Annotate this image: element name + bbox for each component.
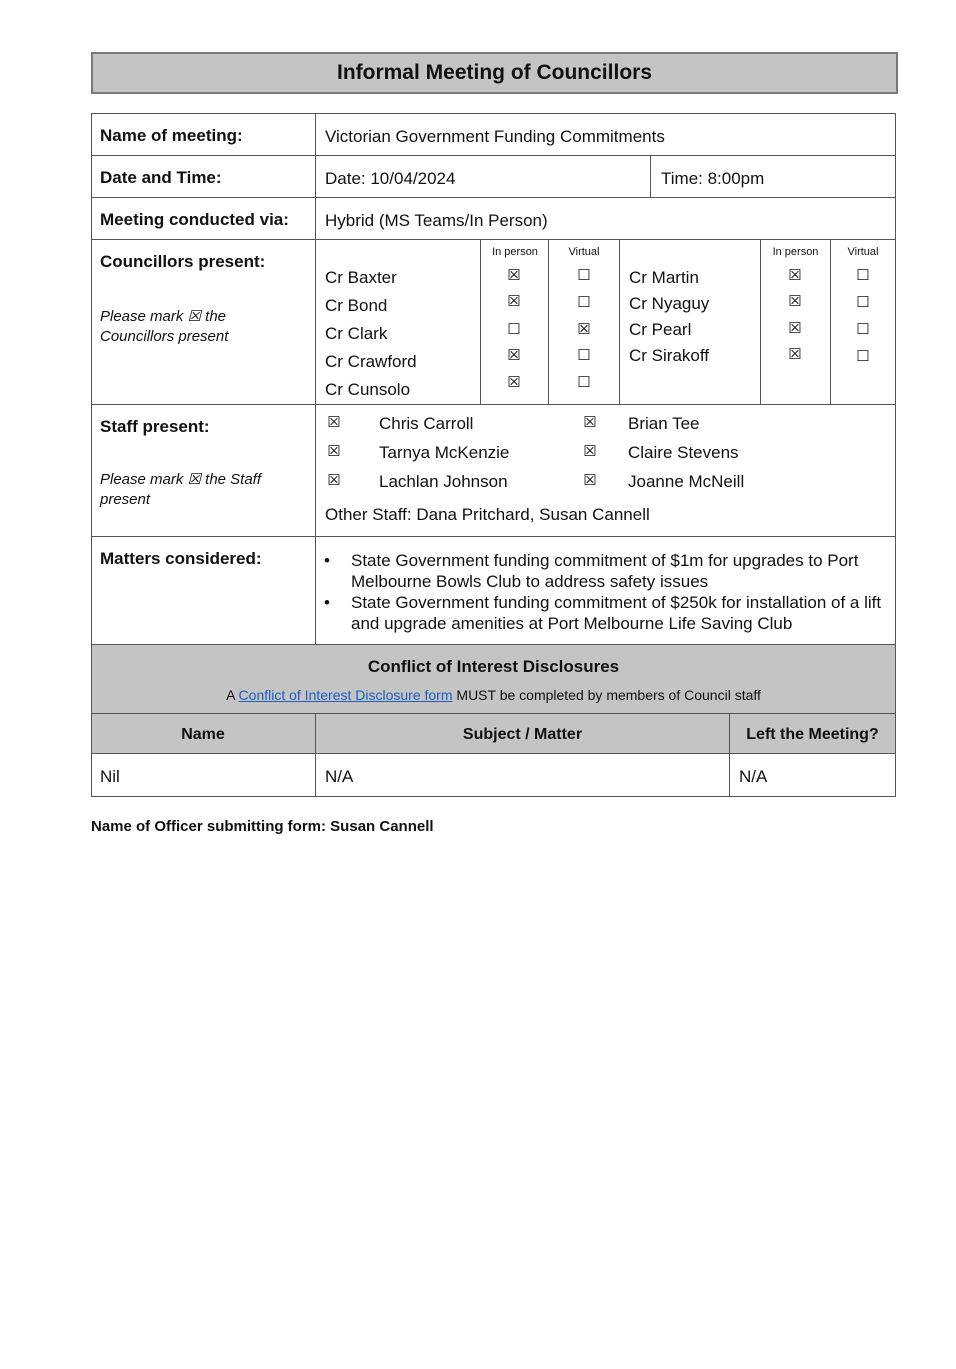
date-time-label: Date and Time: <box>100 168 222 187</box>
checkbox-in-person[interactable]: ☒ <box>788 320 802 337</box>
matter-item: • State Government funding commitment of $1m for upgrades to Port Melbourne Bowls Club to address safety issues <box>351 550 896 592</box>
councillor-name: Cr Cunsolo <box>325 380 411 399</box>
staff-note: Please mark ☒ the Staff present <box>100 471 262 508</box>
staff-name: Lachlan Johnson <box>379 472 508 491</box>
checkbox-virtual[interactable]: ☐ <box>856 321 870 338</box>
staff-name: Claire Stevens <box>628 443 739 462</box>
conducted-via-label: Meeting conducted via: <box>100 210 289 229</box>
councillor-name: Cr Nyaguy <box>629 294 710 313</box>
date-value: Date: 10/04/2024 <box>325 169 456 188</box>
conducted-via-value: Hybrid (MS Teams/In Person) <box>325 211 548 230</box>
councillor-name: Cr Bond <box>325 296 388 315</box>
checkbox-virtual[interactable]: ☒ <box>577 321 591 338</box>
checkbox-staff[interactable]: ☒ <box>327 443 341 460</box>
other-staff: Other Staff: Dana Pritchard, Susan Cannell <box>325 505 650 524</box>
col-in-person-right: In person <box>772 246 819 258</box>
councillor-name: Cr Sirakoff <box>629 346 709 365</box>
conflict-sub-prefix: A <box>226 687 239 703</box>
conflict-subject-cell: N/A <box>325 767 354 786</box>
name-of-meeting-label: Name of meeting: <box>100 126 243 145</box>
councillors-present-label: Councillors present: <box>100 252 266 271</box>
checkbox-virtual[interactable]: ☐ <box>856 348 870 365</box>
checkbox-in-person[interactable]: ☒ <box>507 374 521 391</box>
matters-considered-label: Matters considered: <box>100 549 262 568</box>
councillor-name: Cr Pearl <box>629 320 692 339</box>
checkbox-virtual[interactable]: ☐ <box>856 294 870 311</box>
councillor-name: Cr Martin <box>629 268 699 287</box>
conflict-name-cell: Nil <box>100 767 120 786</box>
checkbox-staff[interactable]: ☒ <box>327 414 341 431</box>
checkbox-staff[interactable]: ☒ <box>327 472 341 489</box>
staff-name: Joanne McNeill <box>628 472 745 491</box>
staff-name: Tarnya McKenzie <box>379 443 510 462</box>
col-virtual-left: Virtual <box>568 246 600 258</box>
checkbox-virtual[interactable]: ☐ <box>577 347 591 364</box>
checkbox-virtual[interactable]: ☐ <box>577 374 591 391</box>
checkbox-virtual[interactable]: ☐ <box>577 267 591 284</box>
conflict-sub-suffix: MUST be completed by members of Council staff <box>452 687 761 703</box>
checkbox-staff[interactable]: ☒ <box>583 414 597 431</box>
conflict-form-link[interactable]: Conflict of Interest Disclosure form <box>238 687 453 703</box>
checkbox-in-person[interactable]: ☒ <box>507 267 521 284</box>
checkbox-in-person[interactable]: ☒ <box>788 267 802 284</box>
officer-submitting: Name of Officer submitting form: Susan Cannell <box>91 818 434 835</box>
matters-list <box>316 550 896 634</box>
conflict-left-cell: N/A <box>739 767 768 786</box>
staff-name: Chris Carroll <box>379 414 474 433</box>
councillors-note: Please mark ☒ the Councillors present <box>100 308 229 345</box>
column-header-subject: Subject / Matter <box>462 726 583 743</box>
name-of-meeting-value: Victorian Government Funding Commitments <box>325 127 665 146</box>
checkbox-staff[interactable]: ☒ <box>583 443 597 460</box>
col-virtual-right: Virtual <box>847 246 879 258</box>
checkbox-in-person[interactable]: ☒ <box>507 347 521 364</box>
staff-present-label: Staff present: <box>100 417 210 436</box>
checkbox-virtual[interactable]: ☐ <box>577 294 591 311</box>
checkbox-in-person[interactable]: ☒ <box>788 293 802 310</box>
page-title: Informal Meeting of Councillors <box>91 52 898 94</box>
councillor-name: Cr Clark <box>325 324 388 343</box>
time-value: Time: 8:00pm <box>661 169 765 188</box>
checkbox-in-person[interactable]: ☐ <box>507 321 521 338</box>
matter-item: • State Government funding commitment of $250k for installation of a lift and upgrade amenities at Port Melbourne Life Saving Club <box>351 592 896 634</box>
checkbox-virtual[interactable]: ☐ <box>856 267 870 284</box>
checkbox-in-person[interactable]: ☒ <box>788 346 802 363</box>
column-header-name: Name <box>181 726 225 743</box>
staff-name: Brian Tee <box>628 414 700 433</box>
col-in-person-left: In person <box>492 246 538 258</box>
checkbox-in-person[interactable]: ☒ <box>507 293 521 310</box>
councillor-name: Cr Crawford <box>325 352 417 371</box>
checkbox-staff[interactable]: ☒ <box>583 472 597 489</box>
conflict-heading: Conflict of Interest Disclosures <box>367 657 620 676</box>
councillor-name: Cr Baxter <box>325 268 397 287</box>
column-header-left-meeting: Left the Meeting? <box>746 726 879 743</box>
conflict-subtext <box>91 687 896 703</box>
